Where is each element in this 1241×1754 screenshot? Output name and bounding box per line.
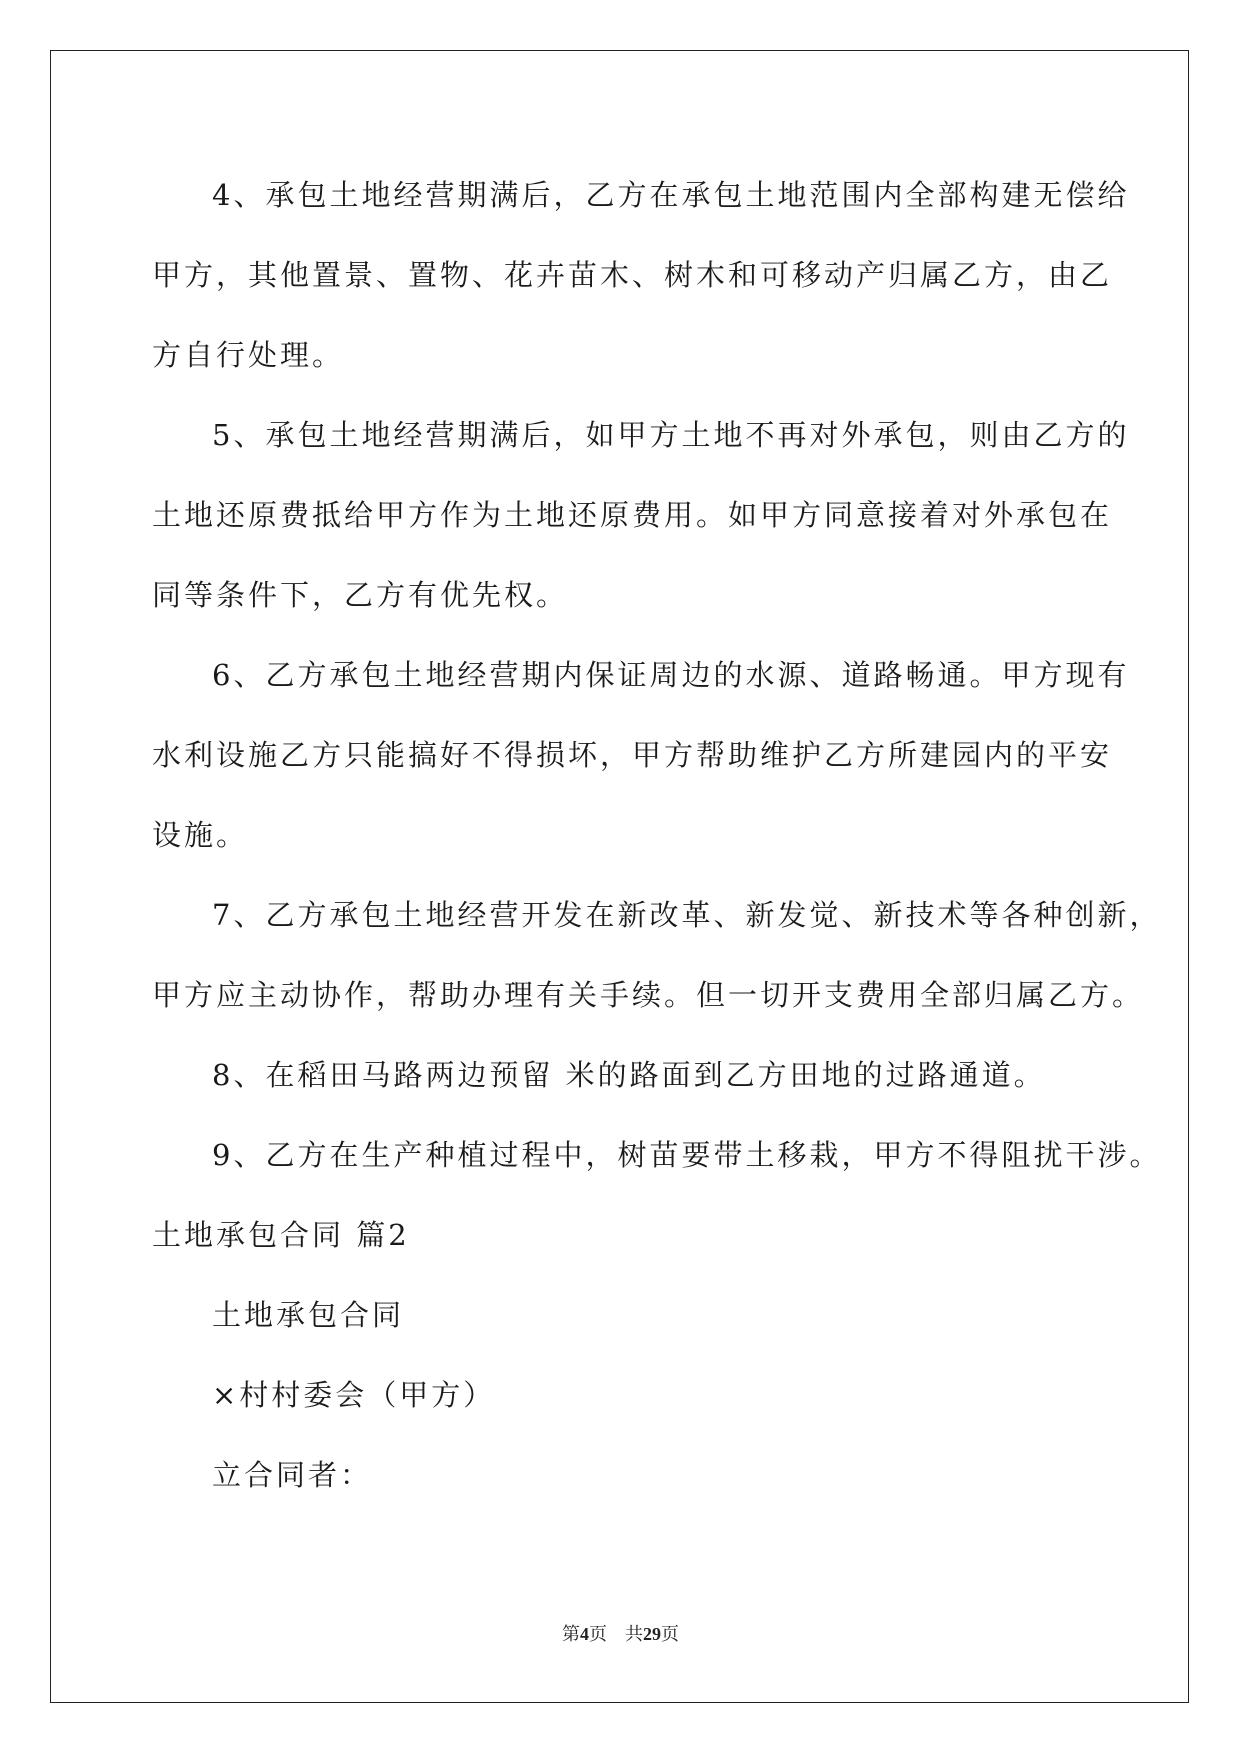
paragraph-clause-4 — [152, 165, 1130, 405]
footer-mid: 页 共 — [589, 1624, 643, 1645]
text-line: 同等条件下，乙方有优先权。 — [152, 578, 569, 612]
text-line: 水利设施乙方只能搞好不得损坏，甲方帮助维护乙方所建园内的平安 — [152, 738, 1113, 772]
paragraph-signatory — [152, 1445, 1092, 1525]
footer-suffix: 页 — [661, 1624, 679, 1645]
text-line: 甲方应主动协作，帮助办理有关手续。但一切开支费用全部归属乙方。 — [152, 978, 1145, 1012]
text-line: 5、承包土地经营期满后，如甲方土地不再对外承包，则由乙方的 — [212, 418, 1130, 452]
paragraph-contract-title — [152, 1285, 1092, 1365]
text-line: 土地还原费抵给甲方作为土地还原费用。如甲方同意接着对外承包在 — [152, 498, 1113, 532]
text-line: 9、乙方在生产种植过程中，树苗要带土移栽，甲方不得阻扰干涉。 — [212, 1138, 1162, 1172]
text-line: 6、乙方承包土地经营期内保证周边的水源、道路畅通。甲方现有 — [212, 658, 1130, 692]
footer-prefix: 第 — [562, 1624, 580, 1645]
text-line: 7、乙方承包土地经营开发在新改革、新发觉、新技术等各种创新， — [212, 898, 1162, 932]
text-line: 甲方，其他置景、置物、花卉苗木、树木和可移动产归属乙方，由乙 — [152, 258, 1113, 292]
paragraph-clause-9 — [152, 1125, 1162, 1205]
text-line: 土地承包合同 — [212, 1298, 405, 1332]
text-line: 土地承包合同 篇2 — [152, 1218, 410, 1252]
text-line: 立合同者： — [212, 1458, 373, 1492]
total-pages-number: 29 — [643, 1624, 661, 1644]
text-line: 设施。 — [152, 818, 249, 852]
paragraph-clause-5 — [152, 405, 1130, 645]
paragraph-clause-8 — [152, 1045, 1092, 1125]
paragraph-clause-6 — [152, 645, 1130, 885]
document-body — [152, 165, 1162, 1525]
paragraph-section-heading — [152, 1205, 1092, 1285]
paragraph-party-a — [152, 1365, 1092, 1445]
text-line: ×村村委会（甲方） — [212, 1378, 496, 1412]
paragraph-clause-7 — [152, 885, 1162, 1045]
current-page-number: 4 — [580, 1624, 589, 1644]
text-line: 4、承包土地经营期满后，乙方在承包土地范围内全部构建无偿给 — [212, 178, 1130, 212]
text-line: 方自行处理。 — [152, 338, 345, 372]
page-footer — [0, 1620, 1241, 1646]
text-line: 8、在稻田马路两边预留 米的路面到乙方田地的过路通道。 — [212, 1058, 1046, 1092]
